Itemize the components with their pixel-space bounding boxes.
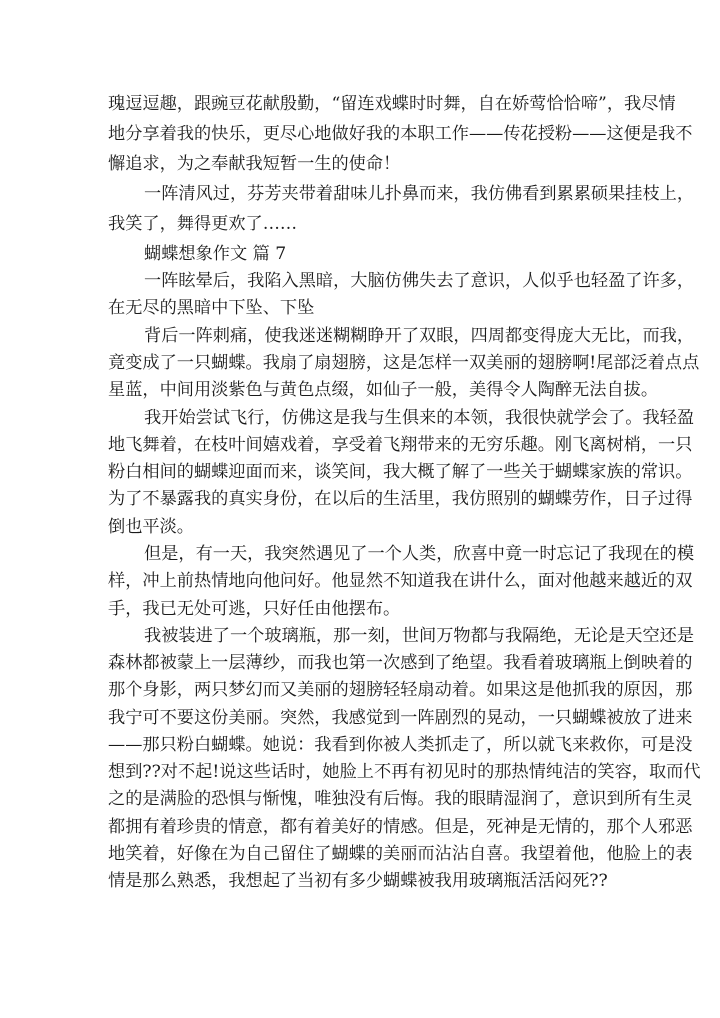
- text-line: 粉白相间的蝴蝶迎面而来，谈笑间，我大概了解了一些关于蝴蝶家族的常识。: [108, 462, 693, 482]
- text-line: ——那只粉白蝴蝶。她说：我看到你被人类抓走了，所以就飞来救你，可是没: [108, 735, 693, 755]
- section-heading: 蝴蝶想象作文 篇 7: [144, 244, 287, 264]
- text-line: 在无尽的黑暗中下坠、下坠: [108, 298, 315, 318]
- text-line: 地笑着，好像在为自己留住了蝴蝶的美丽而沾沾自喜。我望着他，他脸上的表: [108, 844, 693, 864]
- text-line: 那个身影，两只梦幻而又美丽的翅膀轻轻扇动着。如果这是他抓我的原因，那: [108, 680, 693, 700]
- text-line: 我笑了，舞得更欢了……: [108, 214, 298, 234]
- text-line: 背后一阵刺痛，使我迷迷糊糊睁开了双眼，四周都变得庞大无比，而我，: [144, 326, 695, 346]
- text-line: 星蓝，中间用淡紫色与黄色点缀，如仙子一般，美得令人陶醉无法自拔。: [108, 380, 659, 400]
- text-line: 想到??对不起!说这些话时，她脸上不再有初见时的那热情纯洁的笑容，取而代: [108, 762, 701, 782]
- text-line: 一阵眩晕后，我陷入黑暗，大脑仿佛失去了意识，人似乎也轻盈了许多，: [144, 271, 695, 291]
- text-line: 我宁可不要这份美丽。突然，我感觉到一阵剧烈的晃动，一只蝴蝶被放了进来: [108, 708, 693, 728]
- text-line: 一阵清风过，芬芳夹带着甜味儿扑鼻而来，我仿佛看到累累硕果挂枝上，: [144, 184, 695, 204]
- text-line: 森林都被蒙上一层薄纱，而我也第一次感到了绝望。我看着玻璃瓶上倒映着的: [108, 653, 693, 673]
- text-line: 都拥有着珍贵的情意，都有着美好的情感。但是，死神是无情的，那个人邪恶: [108, 817, 693, 837]
- text-line: 竟变成了一只蝴蝶。我扇了扇翅膀，这是怎样一双美丽的翅膀啊!尾部泛着点点: [108, 353, 700, 373]
- text-line: 懈追求，为之奉献我短暂一生的使命！: [108, 154, 401, 174]
- text-line: 情是那么熟悉，我想起了当初有多少蝴蝶被我用玻璃瓶活活闷死??: [108, 871, 608, 891]
- text-line: 之的是满脸的恐惧与惭愧，唯独没有后悔。我的眼睛湿润了，意识到所有生灵: [108, 789, 693, 809]
- text-line: 地飞舞着，在枝叶间嬉戏着，享受着飞翔带来的无穷乐趣。刚飞离树梢，一只: [108, 435, 693, 455]
- text-line: 地分享着我的快乐，更尽心地做好我的本职工作——传花授粉——这便是我不: [108, 124, 693, 144]
- text-line: 我开始尝试飞行，仿佛这是我与生俱来的本领，我很快就学会了。我轻盈: [144, 408, 695, 428]
- text-line: 但是，有一天，我突然遇见了一个人类，欣喜中竟一时忘记了我现在的模: [144, 544, 695, 564]
- text-line: 样，冲上前热情地向他问好。他显然不知道我在讲什么，面对他越来越近的双: [108, 571, 693, 591]
- text-line: 倒也平淡。: [108, 517, 194, 537]
- text-line: 瑰逗逗趣，跟豌豆花献殷勤，“留连戏蝶时时舞，自在娇莺恰恰啼”，我尽情: [108, 94, 676, 114]
- text-line: 我被装进了一个玻璃瓶，那一刻，世间万物都与我隔绝，无论是天空还是: [144, 626, 695, 646]
- text-line: 手，我已无处可逃，只好任由他摆布。: [108, 599, 401, 619]
- text-line: 为了不暴露我的真实身份，在以后的生活里，我仿照别的蝴蝶劳作，日子过得: [108, 489, 693, 509]
